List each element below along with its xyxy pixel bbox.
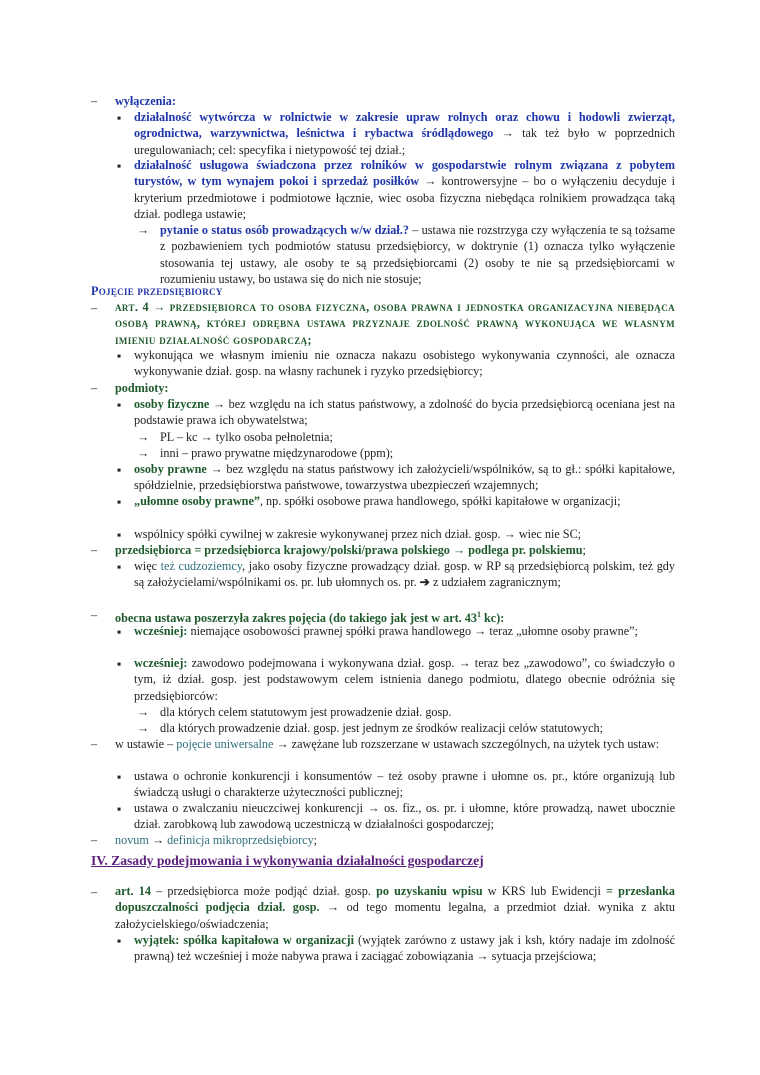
- bullet-icon: ▪: [117, 528, 122, 542]
- dash-marker: –: [91, 885, 98, 899]
- domestic-entrepreneur: przedsiębiorca = przedsiębiorca krajowy/polski/prawa polskiego → podlega pr. polskiemu;: [115, 543, 586, 557]
- legal-persons: osoby prawne → bez względu na status państwowy ich założycieli/wspólników, są to gł.: spółki kapitałowe, spółdzielnie, przedsiębiorstwa państwowe, towarzystwa ubezpieczeń wzajemnych;: [134, 462, 676, 493]
- bullet-icon: ▪: [117, 625, 122, 639]
- bullet-icon: ▪: [117, 934, 122, 948]
- arrow-icon: →: [137, 446, 150, 460]
- exclusions-title: wyłączenia:: [115, 94, 176, 108]
- arrow-icon: →: [137, 705, 150, 719]
- civil-partners: wspólnicy spółki cywilnej w zakresie wykonywanej przez nich dział. gosp. → wiec nie SC;: [134, 527, 582, 541]
- arrow-icon: →: [137, 721, 150, 735]
- scope-extension: obecna ustawa poszerzyła zakres pojęcia (do takiego jak jest w art. $43^1$ kc):: [115, 610, 505, 626]
- arrow-icon: →: [137, 430, 150, 444]
- foreigners-note: więc też cudzoziemcy, jako osoby fizyczne prowadzący dział. gosp. w RP są przedsiębiorcą polskim, też gdy są założycielami/wspólnikami os. pr. lub ułomnych os. pr. ➔ z udziałem zagranicznym;: [134, 559, 675, 590]
- competition-act: ustawa o ochronie konkurencji i konsumentów – też osoby prawne i ułomne os. pr., które organizują lub świadczą usługi o charakterze użyteczności publicznej;: [134, 769, 675, 800]
- section-iv-heading: IV. Zasady podejmowania i wykonywania działalności gospodarczej: [91, 853, 484, 868]
- dash-marker: –: [91, 301, 98, 315]
- bullet-icon: ▪: [117, 398, 122, 412]
- earlier-professional: wcześniej: zawodowo podejmowana i wykonywana dział. gosp. → teraz bez „zawodowo”, co świadczyło o tym, iż dział. gosp. jest podstawowym celem istnienia danego podmiotu, dlatego obecnie odróżnia się przedsiębiorców:: [134, 656, 675, 703]
- art14-rule: art. 14 – przedsiębiorca może podjąć dział. gosp. po uzyskaniu wpisu w KRS lub Ewidencji = przesłanka dopuszczalności podjęcia dział. gosp. → od tego momentu legalna, a przedmiot dział. wynika z aktu założycielskiego/oświadczenia;: [115, 884, 676, 931]
- bullet-icon: ▪: [117, 111, 122, 125]
- imperfect-legal-persons: „ułomne osoby prawne”, np. spółki osobowe prawa handlowego, spółki kapitałowe w organizacji;: [134, 494, 621, 508]
- foreign-rule: inni – prawo prywatne międzynarodowe (ppm);: [160, 446, 394, 460]
- bullet-icon: ▪: [117, 463, 122, 477]
- own-name-note: wykonująca we własnym imieniu nie oznacza nakazu osobistego wykonywania czynności, ale oznacza wykonywanie dział. gosp. na własny rachunek i ryzyko przedsiębiorcy;: [134, 348, 675, 379]
- statutory-goal: dla których celem statutowym jest prowadzenie dział. gosp.: [160, 705, 452, 719]
- earlier-companies: wcześniej: niemające osobowości prawnej spółki prawa handlowego → teraz „ułomne osoby prawne”;: [134, 624, 638, 638]
- exclusion-agrotourism: działalność usługowa świadczona przez rolników w gospodarstwie rolnym związana z pobytem turystów, w tym wynajem pokoi i sprzedaż posiłków → kontrowersyjne – bo o wyłączeniu decyduje i kryterium przedmiotowe i podmiotowe łącznie, wiec osoba fizyczna niebędąca rolnikiem prowadząca taką dział. podlega ustawie;: [134, 158, 675, 222]
- entrepreneur-heading: Pojęcie przedsiębiorcy: [91, 284, 223, 298]
- dash-marker: –: [91, 608, 98, 622]
- bullet-icon: ▪: [117, 657, 122, 671]
- bullet-icon: ▪: [117, 159, 122, 173]
- art4-definition: art. 4 → przedsiębiorca to osoba fizyczna, osoba prawna i jednostka organizacyjna niebędąca osobą prawną, której odrębna ustawa przyznaje zdolność prawną wykonująca we własnym imieniu działalność gospodarczą;: [115, 300, 675, 347]
- dash-marker: –: [91, 94, 98, 108]
- exception-company-in-organization: wyjątek: spółka kapitałowa w organizacji (wyjątek zarówno z ustawy jak i ksh, który nadaje im zdolność prawną) też wcześniej i może nabywa prawa i zaciągać zobowiązania → sytuacja przejściowa;: [134, 933, 675, 964]
- natural-persons: osoby fizyczne → bez względu na ich status państwowy, a zdolność do bycia przedsiębiorcą oceniana jest na podstawie prawa ich obywatelstwa;: [134, 397, 675, 428]
- bullet-icon: ▪: [117, 560, 122, 574]
- bold-arrow-icon: ➔: [419, 575, 430, 590]
- status-question: pytanie o status osób prowadzących w/w dział.? – ustawa nie rozstrzyga czy wyłączenia te są tożsame z pozbawieniem tych podmiotów statusu przedsiębiorcy, w doktrynie (1) oznacza tylko wyłączenie stosowania tej ustawy, ale osoby te są przedsiębiorcami (2) osoby te nie są przedsiębiorcami w rozumieniu ustawy, bo ustawa się do nich nie stosuje;: [160, 223, 675, 287]
- bullet-icon: ▪: [117, 495, 122, 509]
- dash-marker: –: [91, 381, 98, 395]
- bullet-icon: ▪: [117, 770, 122, 784]
- unfair-competition-act: ustawa o zwalczaniu nieuczciwej konkurencji → os. fiz., os. pr. i ułomne, które prowadzą, nawet ubocznie dział. zarobkową lub zawodową uczestniczą w działalności gospodarczej;: [134, 801, 675, 832]
- exclusion-agriculture: działalność wytwórcza w rolnictwie w zakresie upraw rolnych oraz chowu i hodowli zwierząt, ogrodnictwa, warzywnictwa, leśnictwa i rybactwa śródlądowego → tak też było w poprzednich uregulowaniach; cel: specyfika i nietypowość tej dział.;: [134, 110, 675, 157]
- subjects-title: podmioty:: [115, 381, 169, 395]
- bullet-icon: ▪: [117, 349, 122, 363]
- universal-concept: w ustawie – pojęcie uniwersalne → zawężane lub rozszerzane w ustawach szczególnych, na użytek tych ustaw:: [115, 737, 660, 751]
- pl-rule: PL – kc → tylko osoba pełnoletnia;: [160, 430, 333, 444]
- arrow-icon: →: [137, 223, 150, 237]
- novum-line: novum → definicja mikroprzedsiębiorcy;: [115, 833, 318, 847]
- statutory-means: dla których prowadzenie dział. gosp. jest jednym ze środków realizacji celów statutowych;: [160, 721, 604, 735]
- dash-marker: –: [91, 737, 98, 751]
- dash-marker: –: [91, 833, 98, 847]
- bullet-icon: ▪: [117, 802, 122, 816]
- dash-marker: –: [91, 543, 98, 557]
